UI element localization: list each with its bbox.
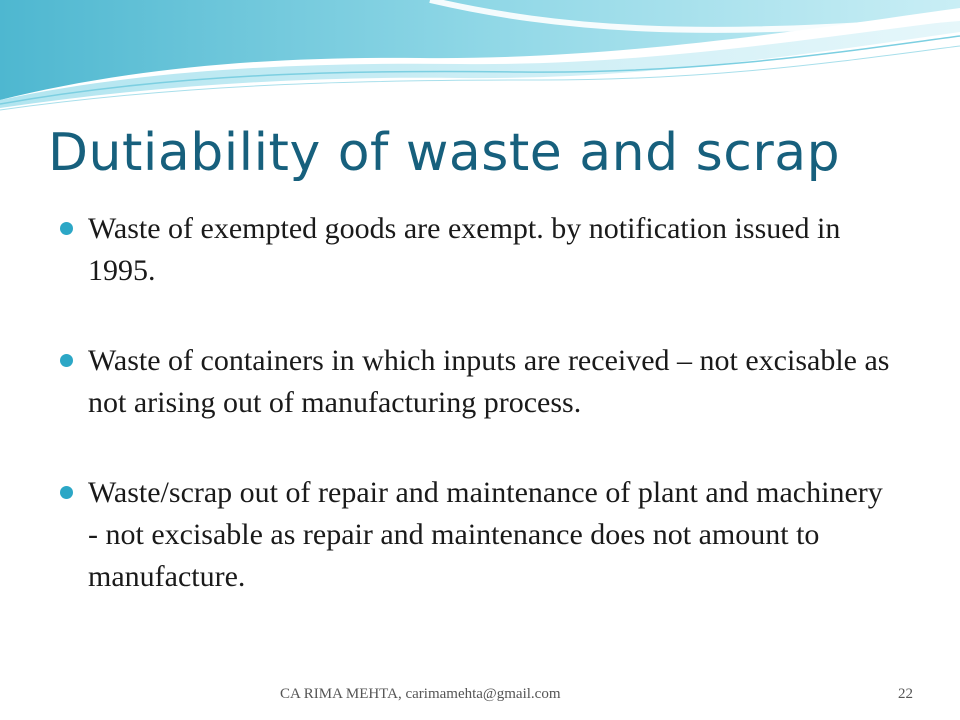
bullet-text: Waste/scrap out of repair and maintenance of plant and machinery - not excisable as repair and maintenance does not amount to manufacture.	[88, 476, 883, 593]
bullet-text: Waste of containers in which inputs are received – not excisable as not arising out of manufacturing process.	[88, 344, 890, 419]
footer-author: CA RIMA MEHTA, carimamehta@gmail.com	[280, 686, 561, 702]
slide-title: Dutiability of waste and scrap	[48, 123, 841, 183]
header-wave-decoration	[0, 0, 960, 120]
bullet-text: Waste of exempted goods are exempt. by notification issued in 1995.	[88, 212, 841, 287]
bullet-item	[60, 208, 900, 292]
bullet-dot-icon	[60, 222, 73, 235]
bullet-list	[60, 208, 900, 598]
bullet-item	[60, 472, 900, 598]
bullet-dot-icon	[60, 354, 73, 367]
bullet-item	[60, 340, 900, 424]
page-number: 22	[898, 686, 913, 702]
bullet-dot-icon	[60, 486, 73, 499]
